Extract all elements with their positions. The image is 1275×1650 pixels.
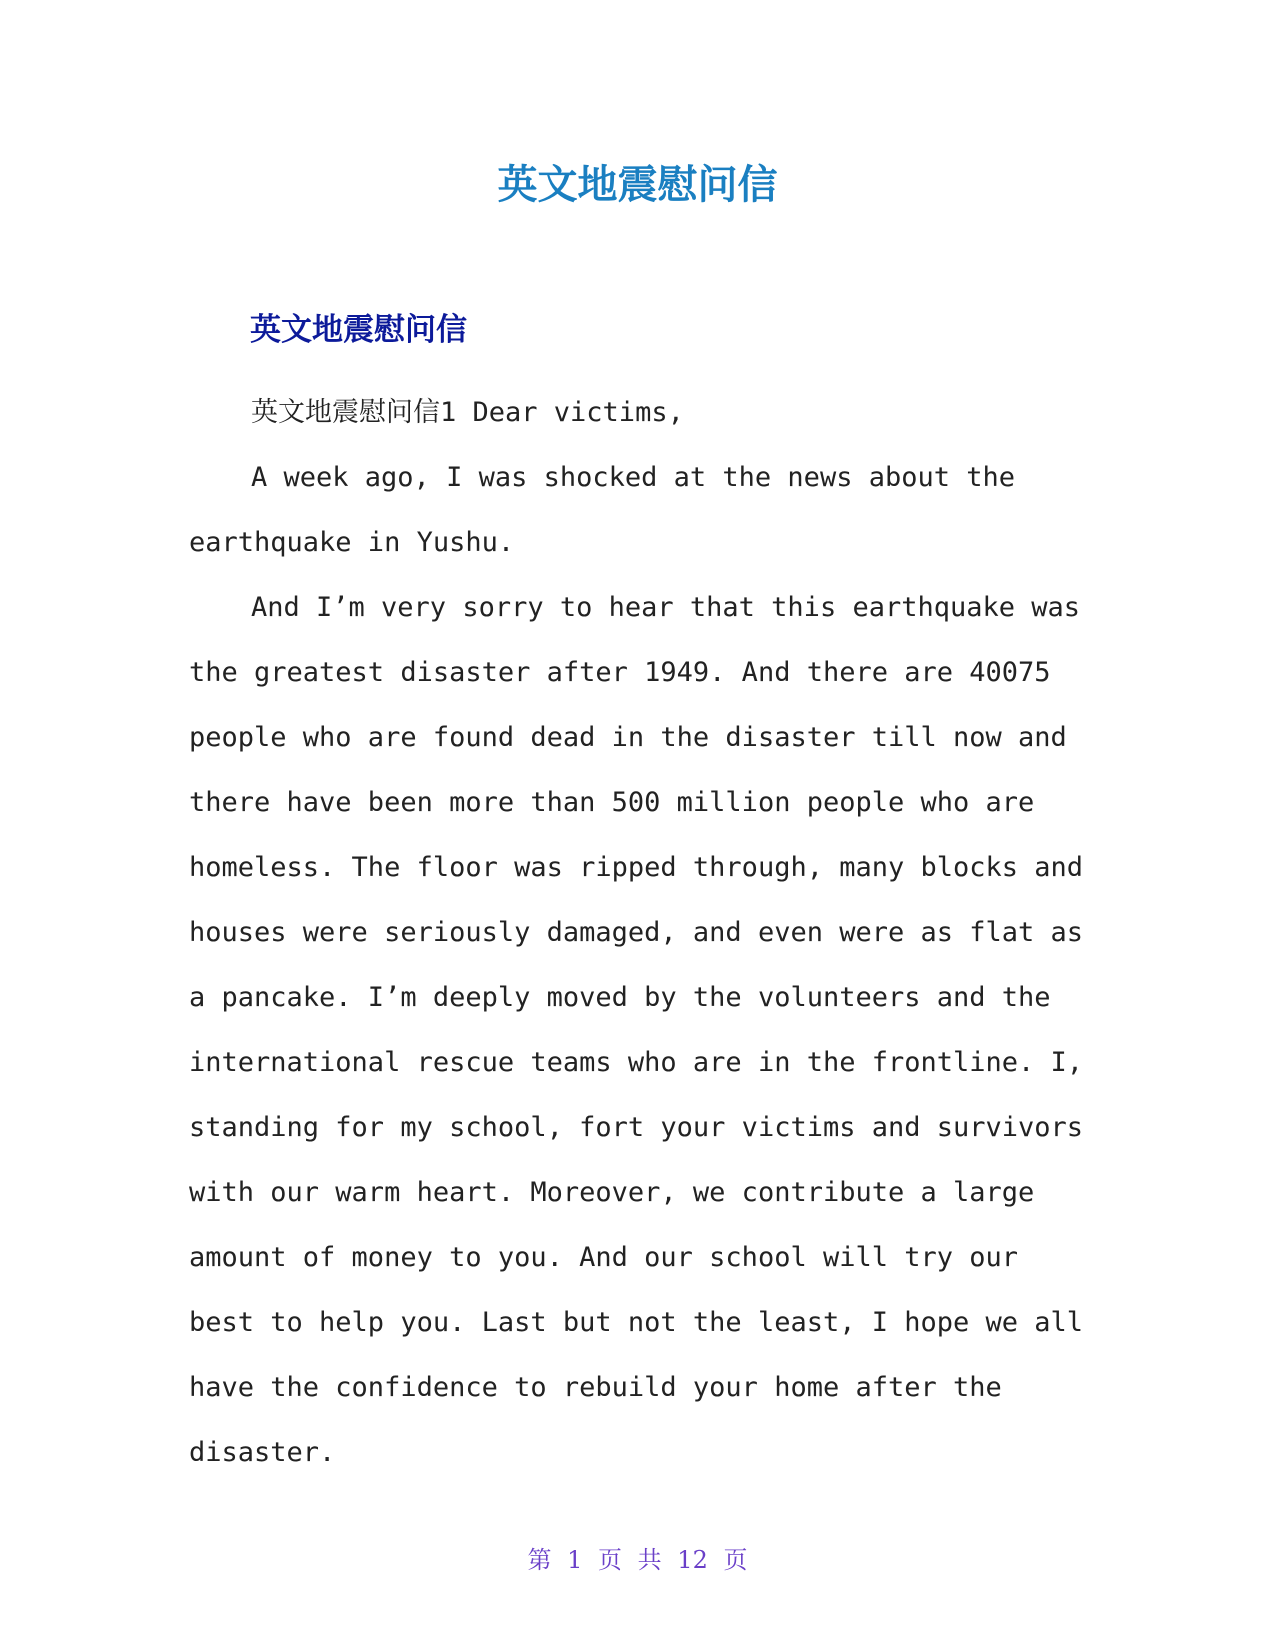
section-heading: 英文地震慰问信 bbox=[250, 312, 467, 348]
document-title: 英文地震慰问信 bbox=[497, 162, 778, 208]
paragraph-intro: A week ago, I was shocked at the news about the earthquake in Yushu. bbox=[189, 462, 1016, 558]
letter-body bbox=[189, 380, 1099, 1485]
paragraph-greeting: 英文地震慰问信1 Dear victims, bbox=[251, 397, 684, 428]
paragraph-main: And I’m very sorry to hear that this earthquake was the greatest disaster after 1949. And there are 40075 people who are found dead in the disaster till now and there have been more than 500 million people who are homeless. The floor was ripped through, many blocks and houses were seriously damaged, and even were as flat as a pancake. I’m deeply moved by the volunteers and the international rescue teams who are in the frontline. I, standing for my school, fort your victims and survivors with our warm heart. Moreover, we contribute a large amount of money to you. And our school will try our best to help you. Last but not the least, I hope we all have the confidence to rebuild your home after the disaster. bbox=[189, 592, 1084, 1468]
page-number-footer: 第 1 页 共 12 页 bbox=[527, 1546, 748, 1574]
